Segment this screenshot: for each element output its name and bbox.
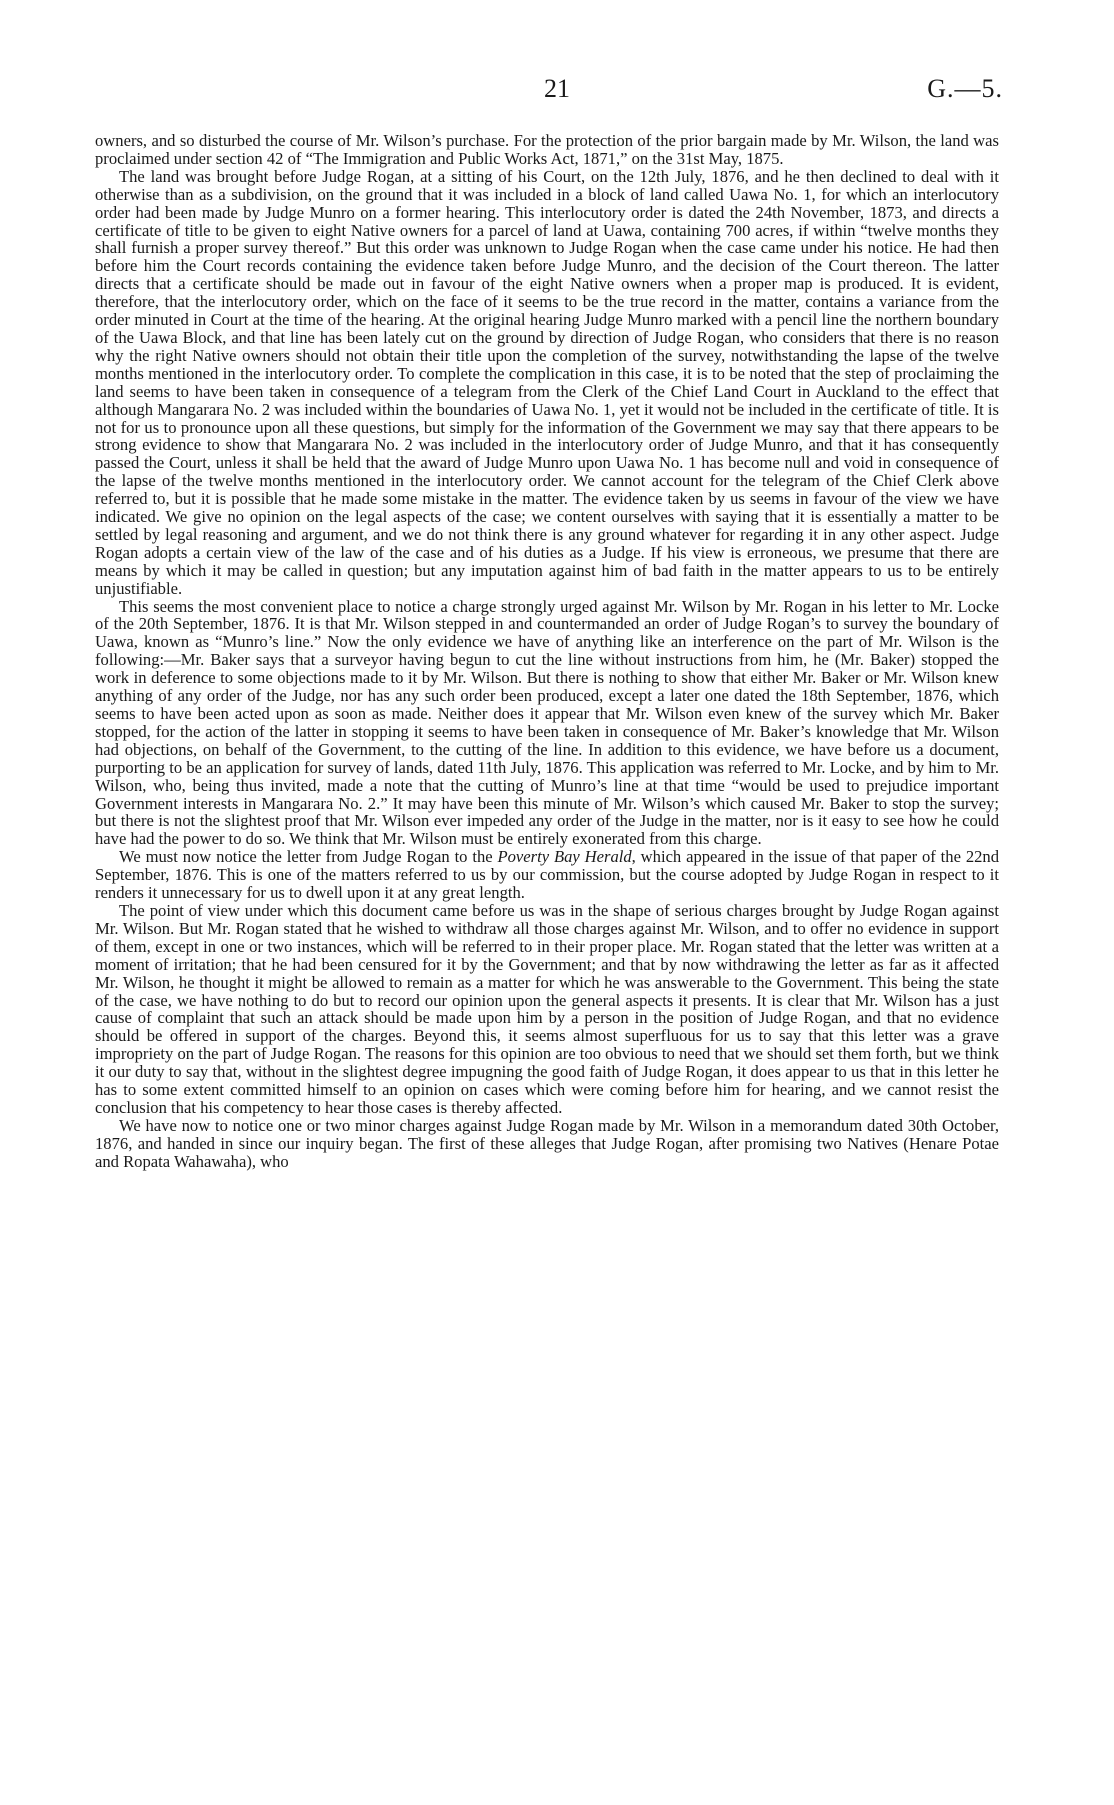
paragraph [95,848,999,902]
page-header [0,74,1114,104]
text-segment: , which appeared in the issue of that paper of the 22nd September, 1876. This is one of the matters referred to us by our commission, but the course adopted by Judge Rogan in respect to it renders it unnecessary for us to dwell upon it at any great length. [95,847,1000,903]
italic-text-segment: Poverty Bay Herald [497,847,632,867]
text-segment: This seems the most convenient place to notice a charge strongly urged against Mr. Wilson by Mr. Rogan in his letter to Mr. Locke of the 20th September, 1876. It is that Mr. Wilson stepped in and countermanded an order of Judge Rogan’s to survey the boundary of Uawa, known as “Munro’s line.” Now the only evidence we have of anything like an interference on the part of Mr. Wilson is the following:—Mr. Baker says that a surveyor having begun to cut the line without instructions from him, he (Mr. Baker) stopped the work in deference to some objections made to it by Mr. Wilson. But there is nothing to show that either Mr. Baker or Mr. Wilson knew anything of any order of the Judge, nor has any such order been produced, except a later one dated the 18th September, 1876, which seems to have been acted upon as soon as made. Neither does it appear that Mr. Wilson even knew of the survey which Mr. Baker stopped, for the action of the latter in stopping it seems to have been taken in consequence of Mr. Baker’s knowledge that Mr. Wilson had objections, on behalf of the Government, to the cutting of the line. In addition to this evidence, we have before us a document, purporting to be an application for survey of lands, dated 11th July, 1876. This application was referred to Mr. Locke, and by him to Mr. Wilson, who, being thus invited, made a note that the cutting of Munro’s line at that time “would be used to prejudice important Government interests in Mangarara No. 2.” It may have been this minute of Mr. Wilson’s which caused Mr. Baker to stop the survey; but there is not the slightest proof that Mr. Wilson ever impeded any order of the Judge in the matter, nor is it easy to see how he could have had the power to do so. We think that Mr. Wilson must be entirely exonerated from this charge. [95,596,999,849]
paragraph [95,902,999,1117]
paragraph [95,132,999,168]
paragraph [95,168,999,598]
text-segment: The land was brought before Judge Rogan, at a sitting of his Court, on the 12th July, 1876, and he then declined to deal with it otherwise than as a subdivision, on the ground that it was included in a block of land called Uawa No. 1, for which an interlocutory order had been made by Judge Munro on a former hearing. This interlocutory order is dated the 24th November, 1873, and directs a certificate of title to be given to eight Native owners for a parcel of land at Uawa, containing 700 acres, if within “twelve months they shall furnish a proper survey thereof.” But this order was unknown to Judge Rogan when the case came under his notice. He had then before him the Court records containing the evidence taken before Judge Munro, and the decision of the Court thereon. The latter directs that a certificate should be made out in favour of the eight Native owners when a proper map is produced. It is evident, therefore, that the interlocutory order, which on the face of it seems to be the true record in the matter, contains a variance from the order minuted in Court at the time of the hearing. At the original hearing Judge Munro marked with a pencil line the northern boundary of the Uawa Block, and that line has been lately cut on the ground by direction of Judge Rogan, who considers that there is no reason why the right Native owners should not obtain their title upon the completion of the survey, notwithstanding the lapse of the twelve months mentioned in the interlocutory order. To complete the complication in this case, it is to be noted that the step of proclaiming the land seems to have been taken in consequence of a telegram from the Clerk of the Chief Land Court in Auckland to the effect that although Mangarara No. 2 was included within the boundaries of Uawa No. 1, yet it would not be included in the certificate of title. It is not for us to pronounce upon all these questions, but simply for the information of the Government we may say that there appears to be strong evidence to show that Mangarara No. 2 was included in the interlocutory order of Judge Munro, and that it has consequently passed the Court, unless it shall be held that the award of Judge Munro upon Uawa No. 1 has become null and void in consequence of the lapse of the twelve months mentioned in the interlocutory order. We cannot account for the telegram of the Chief Clerk above referred to, but it is possible that he made some mistake in the matter. The evidence taken by us seems in favour of the view we have indicated. We give no opinion on the legal aspects of the case; we content ourselves with saying that it is essentially a matter to be settled by legal reasoning and argument, and we do not think there is any ground whatever for regarding it in any other aspect. Judge Rogan adopts a certain view of the law of the case and of his duties as a Judge. If his view is erroneous, we presume that there are means by which it may be called in question; but any imputation against him of bad faith in the matter appears to us to be entirely unjustifiable. [95,166,999,598]
text-segment: The point of view under which this document came before us was in the shape of serious charges brought by Judge Rogan against Mr. Wilson. But Mr. Rogan stated that he wished to withdraw all those charges against Mr. Wilson, and to offer no evidence in support of them, except in one or two instances, which will be referred to in their proper place. Mr. Rogan stated that the letter was written at a moment of irritation; that he had been censured for it by the Government; and that by now withdrawing the letter as far as it affected Mr. Wilson, he thought it might be allowed to remain as a matter for which he was answerable to the Government. This being the state of the case, we have nothing to do but to record our opinion upon the general aspects it presents. It is clear that Mr. Wilson has a just cause of complaint that such an attack should be made upon him by a person in the position of Judge Rogan, and that no evidence should be offered in support of the charges. Beyond this, it seems almost superfluous for us to say that this letter was a grave impropriety on the part of Judge Rogan. The reasons for this opinion are too obvious to need that we should set them forth, but we think it our duty to say that, without in the slightest degree impugning the good faith of Judge Rogan, it does appear to us that in this letter he has to some extent committed himself to an opinion on cases which were coming before him for hearing, and we cannot resist the conclusion that his competency to hear those cases is thereby affected. [95,900,999,1117]
body-text [95,132,999,1171]
text-segment: We must now notice the letter from Judge Rogan to the [119,847,498,867]
paragraph [95,598,999,849]
document-reference: G.—5. [927,74,1003,103]
text-segment: We have now to notice one or two minor charges against Judge Rogan made by Mr. Wilson in a memorandum dated 30th October, 1876, and handed in since our inquiry began. The first of these alleges that Judge Rogan, after promising two Natives (Henare Potae and Ropata Wahawaha), who [95,1115,999,1171]
text-segment: owners, and so disturbed the course of Mr. Wilson’s purchase. For the protection of the prior bargain made by Mr. Wilson, the land was proclaimed under section 42 of “The Immigration and Public Works Act, 1871,” on the 31st May, 1875. [95,131,999,168]
page-number: 21 [544,74,570,103]
paragraph [95,1117,999,1171]
